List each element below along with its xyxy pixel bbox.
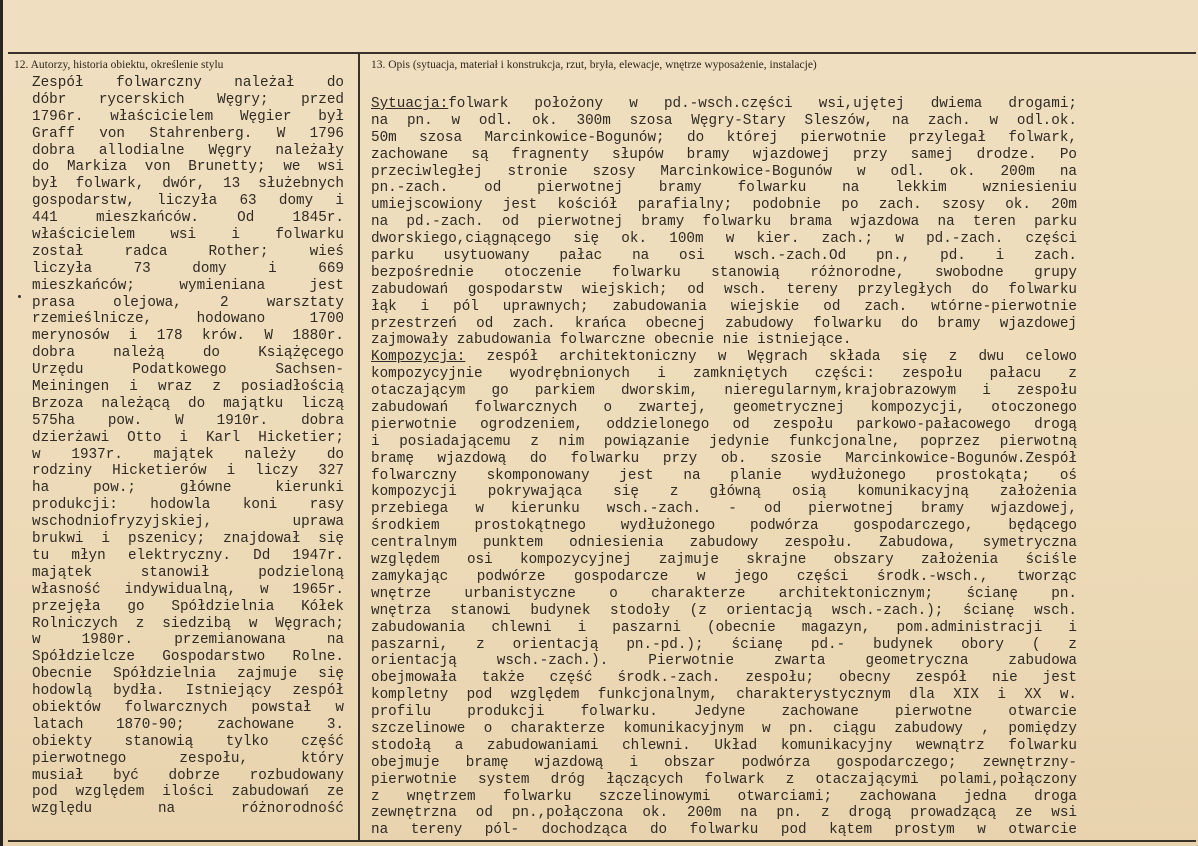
text-line: kompletny pod względem funkcjonalnym, charakterystycznym dla XIX i XX w. <box>371 687 1077 704</box>
text-line <box>371 349 1077 366</box>
text-line: szczelinowe o charakterze komunikacyjnym w pn. ciągu zabudowy , pomiędzy <box>371 720 1077 737</box>
text-line: obejmuje bramę wjazdową i obszar podwórza gospodarczego; zewnętrzny- <box>371 754 1077 771</box>
text-line: Zespół folwarczny należał do <box>32 75 344 91</box>
text-line: obejmowała także część środk.-zach. zespołu; obecny zespół nie jest <box>371 670 1077 687</box>
text-line: dzierżawi Otto i Karl Hicketier; <box>32 429 344 446</box>
text-line: otaczającym go parkiem dworskim, nieregularnym,krajobrazowym i zespołu <box>371 383 1077 400</box>
text-line: Spółdzielcze Gospodarstwo Rolne. <box>32 649 344 666</box>
sytuacja-paragraph <box>371 113 1077 349</box>
text-line: pierwotnego zespołu, który <box>32 750 344 767</box>
text-line: mieszkańców; wymieniana jest <box>32 277 344 294</box>
text-line: na pn. w odl. ok. 300m szosa Węgry-Stary Śleszów, na zach. w odl.ok. <box>371 112 1077 129</box>
text-line: na pd.-zach. od pierwotnej bramy folwarku brama wjazdowa na teren parku <box>371 214 1077 231</box>
text-line: Urzędu Podatkowego Sachsen- <box>32 362 344 379</box>
text-line: produkcji: hodowla koni rasy <box>32 497 344 514</box>
text-line: zajmowały zabudowania folwarczne obecnie nie istniejące. <box>371 332 852 349</box>
text-line: majątek stanowił podzieloną <box>32 564 344 581</box>
text-line: kompozycji pokrywająca się z główną osią komunikacyjną założenia <box>371 484 1077 501</box>
text-line: Graff von Stahrenberg. W 1796 <box>32 125 344 142</box>
text-line: prasa olejowa, 2 warsztaty <box>32 294 344 311</box>
text-line: środkiem prostokątnego wydłużonego podwórza gospodarczego, będącego <box>371 518 1077 535</box>
text-line: zabudowań folwarcznych o zwartej, geometrycznej kompozycji, otoczonego <box>371 400 1077 417</box>
text-line: wnętrze urbanistyczne o charakterze architektonicznym; ścianę pn. <box>371 585 1077 602</box>
description-text <box>371 96 1077 839</box>
text-line: parku usytuowany pałac na osi wsch.-zach.Od pn., pd. i zach. <box>371 248 1077 265</box>
text-line: 575ha pow. W 1910r. dobra <box>32 412 344 429</box>
text-line: pierwotnie system dróg łączących folwark z otaczającymi polami,połączony <box>371 771 1077 788</box>
text-line: przestrzeń od zach. krańca obecnej zabudowy folwarku do bramy wjazdowej <box>371 315 1077 332</box>
text-line <box>371 96 1077 113</box>
text-line: gospodarstw, liczyła 63 domy i <box>32 193 344 210</box>
text-line: w 1980r. przemianowana na <box>32 632 344 649</box>
text-line: merynosów i 178 krów. W 1880r. <box>32 328 344 345</box>
text-line: względem osi kompozycyjnej zajmuje skrajne obszary założenia ściśle <box>371 552 1077 569</box>
text-line: był folwark, dwór, 13 służebnych <box>32 176 344 193</box>
text-line: zachowane są fragnenty słupów bramy wjazdowej przy samej drodze. Po <box>371 146 1077 163</box>
text-line: na tereny pól- dochodząca do folwarku pod kątem prostym w otwarcie <box>371 822 1077 839</box>
text-line: brukwi i pszenicy; znajdował się <box>32 531 344 548</box>
text-line: Obecnie Spółdzielnia zajmuje się <box>32 666 344 683</box>
text-line: latach 1870-90; zachowane 3. <box>32 716 344 733</box>
text-line: pierwotnie ogrodzeniem, oddzielonego od zespołu parkowo-pałacowego drogą <box>371 416 1077 433</box>
text-line: orientacją wsch.-zach.). Pierwotnie zwarta geometryczna zabudowa <box>371 653 1077 670</box>
text-line: zabudowania chlewni i paszarni (obecnie magazyn, pom.administracji i <box>371 619 1077 636</box>
text-line: 441 mieszkańców. Od 1845r. <box>32 210 344 227</box>
bottom-rule <box>8 840 1196 842</box>
text-line: wnętrza stanowi budynek stodoły (z orientacją wsch.-zach.); ścianę wsch. <box>371 602 1077 619</box>
text-line: bramę wjazdową do folwarku przy ob. szosie Marcinkowice-Bogunów.Zespół <box>371 450 1077 467</box>
text-line: folwarczny skomponowany jest na planie wydłużonego prostokąta; oś <box>371 467 1077 484</box>
kompozycja-paragraph <box>371 366 1077 839</box>
text-line: wschodniofryzyjskiej, uprawa <box>32 514 344 531</box>
text-line: w 1937r. majątek należy do <box>32 446 344 463</box>
text-line: przebiega w kierunku wsch.-zach. - od pierwotnej bramy wjazdowej, <box>371 501 1077 518</box>
text-line: Meiningen i wraz z posiadłością <box>32 379 344 396</box>
text-line: hodowlą bydła. Istniejący zespół <box>32 683 344 700</box>
text-line: musiał być dobrze rozbudowany <box>32 767 344 784</box>
text-line: 50m szosa Marcinkowice-Bogunów; do której pierwotnie przylegał folwark, <box>371 129 1077 146</box>
ink-dot <box>18 295 21 298</box>
text-line: tu młyn elektryczny. Dd 1947r. <box>32 547 344 564</box>
text-line: dobra allodialne Węgry należały <box>32 142 344 159</box>
text-line: dworskiego,ciągnącego się ok. 100m w kier. zach.; w pd.-zach. części <box>371 231 1077 248</box>
text-line: rodziny Hicketierów i liczy 327 <box>32 463 344 480</box>
text-line: centralnym punktem odniesienia zabudowy zespołu. Zabudowa, symetryczna <box>371 535 1077 552</box>
text-line: obiektów folwarcznych powstał w <box>32 699 344 716</box>
text-line: paszarni, z orientacją pn.-pd.); ścianę pd.- budynek obory ( z <box>371 636 1077 653</box>
kompozycja-first-line: zespół architektoniczny w Węgrach składa się z dwu celowo <box>465 349 1077 366</box>
text-line: bezpośrednie otoczenie folwarku stanowią różnorodne, swobodne grupy <box>371 264 1077 281</box>
text-line: Rolniczych z siedzibą w Węgrach; <box>32 615 344 632</box>
text-line: rzemieślnicze, hodowano 1700 <box>32 311 344 328</box>
text-line: stodołą a zabudowaniami chlewni. Układ komunikacyjny wewnątrz folwarku <box>371 737 1077 754</box>
text-line: pod względem ilości zabudowań ze <box>32 784 344 801</box>
text-line: dobra należą do Książęcego <box>32 345 344 362</box>
text-line: przejęła go Spółdzielnia Kółek <box>32 598 344 615</box>
text-line: ha pow.; główne kierunki <box>32 480 344 497</box>
text-line: własność indywidualną, w 1965r. <box>32 581 344 598</box>
kompozycja-label: Kompozycja: <box>371 349 466 366</box>
text-line: Brzoza należącą do majątku liczą <box>32 395 344 412</box>
text-line: pn.-zach. od pierwotnej bramy folwarku na lekkim wzniesieniu <box>371 180 1077 197</box>
text-line: z wnętrzem folwarku szczelinowymi otwarciami; zachowana jedna droga <box>371 788 1077 805</box>
text-line: zewnętrzna od pn.,połączona ok. 200m na pn. z drogą prowadzącą ze wsi <box>371 805 1077 822</box>
text-line: profilu produkcji folwarku. Jedyne zachowane pierwotne otwarcie <box>371 704 1077 721</box>
text-line: zabudowań gospodarstw wiejskich; od wsch. tereny przyległych do folwarku <box>371 281 1077 298</box>
text-line: względu na różnorodność <box>32 801 344 818</box>
text-line: przeciwległej stronie szosy Marcinkowice-Bogunów w odl. ok. 200m na <box>371 163 1077 180</box>
text-line: do Markiza von Brunetty; we wsi <box>32 159 344 176</box>
text-line: umiejscowiony jest kościół parafialny; podobnie po zach. szosy ok. 20m <box>371 197 1077 214</box>
text-line: 1796r. właścicielem Węgier był <box>32 108 344 125</box>
text-line: obiekty stanowią tylko część <box>32 733 344 750</box>
top-rule <box>8 52 1196 54</box>
text-line: liczyła 73 domy i 669 <box>32 260 344 277</box>
text-line: i posiadającemu z nim powiązanie jedynie funkcjonalne, poprzez pierwotną <box>371 433 1077 450</box>
section12-title: 12. Autorzy, historia obiektu, określenie stylu <box>14 59 224 71</box>
text-line: został radca Rother; wieś <box>32 243 344 260</box>
text-line: kompozycyjnie wyodrębnionych i zamkniętych części: zespołu pałacu z <box>371 366 1077 383</box>
text-line: łąk i pól uprawnych; zabudowania wiejskie od zach. wtórne-pierwotnie <box>371 298 1077 315</box>
section13-title: 13. Opis (sytuacja, materiał i konstrukcja, rzut, bryła, elewacje, wnętrze wyposażenie, instalacje) <box>371 59 817 71</box>
column-divider <box>358 52 360 842</box>
sytuacja-first-line: folwark położony w pd.-wsch.części wsi,ujętej dwiema drogami; <box>448 96 1077 112</box>
text-line: dóbr rycerskich Węgry; przed <box>32 91 344 108</box>
history-text <box>32 75 344 818</box>
page-left-edge <box>0 0 3 846</box>
text-line: zamykając podwórze gospodarcze w jego części środk.-wsch., tworząc <box>371 568 1077 585</box>
text-line: właścicielem wsi i folwarku <box>32 227 344 244</box>
sytuacja-label: Sytuacja: <box>371 96 449 112</box>
